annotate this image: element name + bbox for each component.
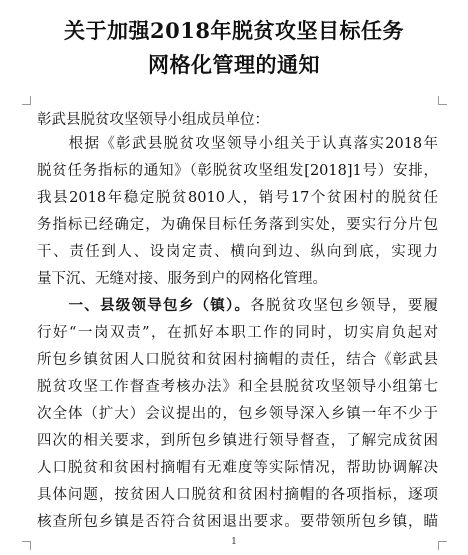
text-line: 核查所包乡镇是否符合贫困退出要求。要带领所包乡镇，瞄 — [37, 514, 438, 530]
text-line: 行好“一岗双责”，在抓好本职工作的同时，切实肩负起对 — [37, 325, 438, 341]
text-line: 人口脱贫和贫困村摘帽有无难度等实际情况，帮助协调解决 — [37, 460, 438, 476]
margin-mark-top-left — [22, 96, 31, 105]
text-line: 我县2018年稳定脱贫8010人，销号17个贫困村的脱贫任 — [37, 190, 438, 206]
text-line: 次全体（扩大）会议提出的，包乡领导深入乡镇一年不少于 — [37, 406, 438, 422]
document-title-line-1: 关于加强2018年脱贫攻坚目标任务 — [64, 18, 404, 43]
text-span: 各脱贫攻坚包乡领导，要履 — [250, 298, 438, 314]
margin-mark-top-right — [438, 96, 447, 105]
text-line: 务指标已经确定，为确保目标任务落到实处，要实行分片包 — [37, 217, 438, 233]
document-title-line-2: 网格化管理的通知 — [148, 52, 320, 77]
text-line: 脱贫任务指标的通知》（彰脱贫攻坚组发[2018]1号）安排， — [37, 163, 438, 179]
page-number: 1 — [231, 537, 237, 547]
text-line: 干、责任到人、设岗定责、横向到边、纵向到底，实现力 — [37, 244, 438, 260]
text-line: 量下沉、无缝对接、服务到户的网格化管理。 — [37, 271, 327, 287]
text-line: 四次的相关要求，到所包乡镇进行领导督查，了解完成贫困 — [37, 433, 438, 449]
text-line: 脱贫攻坚工作督查考核办法》和全县脱贫攻坚领导小组第七 — [37, 379, 438, 395]
text-line — [37, 296, 438, 316]
text-line: 所包乡镇贫困人口脱贫和贫困村摘帽的责任，结合《彰武县 — [37, 352, 438, 368]
salutation: 彰武县脱贫攻坚领导小组成员单位： — [37, 112, 269, 128]
text-line: 根据《彰武县脱贫攻坚领导小组关于认真落实2018年 — [37, 136, 438, 152]
text-line: 具体问题，按贫困人口脱贫和贫困村摘帽的各项指标，逐项 — [37, 487, 438, 503]
section-heading-1: 一、县级领导包乡（镇）。 — [37, 297, 251, 314]
